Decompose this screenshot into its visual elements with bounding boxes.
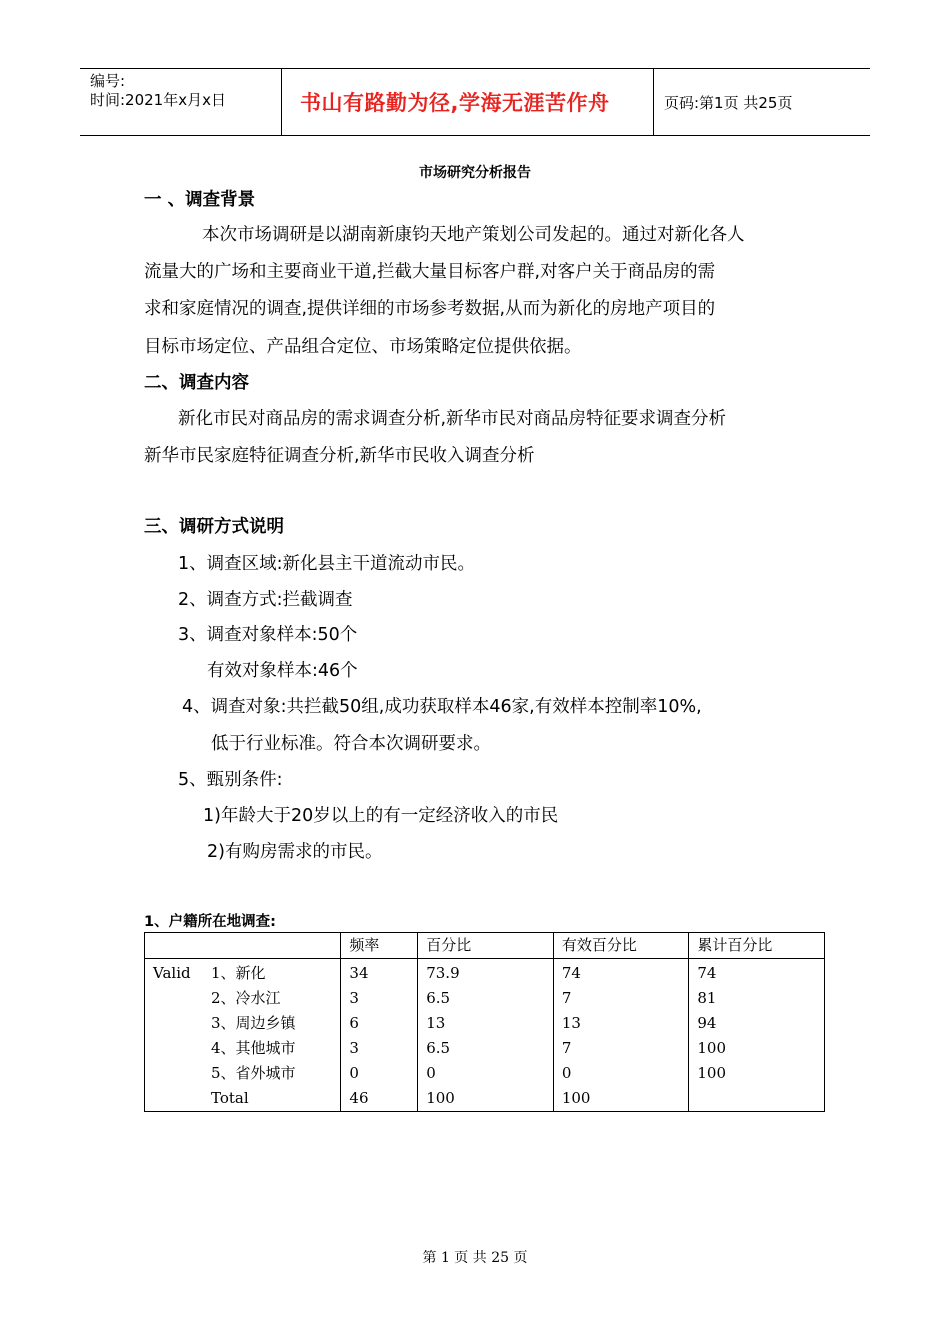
list-item: 2)有购房需求的市民。 — [207, 842, 383, 862]
table-cell: 46 — [341, 1086, 418, 1112]
document-title: 市场研究分析报告 — [419, 165, 531, 181]
paragraph-line: 求和家庭情况的调查,提供详细的市场参考数据,从而为新化的房地产项目的 — [144, 299, 716, 319]
table-cell: 6.5 — [418, 986, 554, 1011]
category-label: 2、冷水江 — [211, 989, 281, 1007]
paragraph-line: 新华市民家庭特征调查分析,新华市民收入调查分析 — [144, 446, 535, 466]
page-footer: 第 1 页 共 25 页 — [422, 1250, 528, 1266]
table-cell: 6 — [341, 1011, 418, 1036]
table-title: 1、户籍所在地调查: — [144, 914, 276, 930]
paragraph-line: 本次市场调研是以湖南新康钧天地产策划公司发起的。通过对新化各人 — [202, 225, 745, 245]
table-cell: 81 — [689, 986, 825, 1011]
list-item: 2、调查方式:拦截调查 — [178, 590, 353, 610]
table-cell — [145, 1061, 341, 1086]
table-cell: 94 — [689, 1011, 825, 1036]
residence-frequency-table — [144, 932, 825, 1112]
table-cell: 0 — [341, 1061, 418, 1086]
page-header — [80, 68, 870, 136]
list-item: 1、调查区域:新化县主干道流动市民。 — [178, 554, 476, 574]
table-cell: 73.9 — [418, 959, 554, 987]
table-header-cell: 累计百分比 — [689, 933, 825, 959]
table-header-cell: 百分比 — [418, 933, 554, 959]
document-date: 时间:2021年x月x日 — [90, 91, 226, 109]
paragraph-line: 目标市场定位、产品组合定位、市场策略定位提供依据。 — [144, 337, 582, 357]
table-header-row — [145, 933, 825, 959]
table-cell: 0 — [553, 1061, 689, 1086]
table-cell: 100 — [689, 1061, 825, 1086]
table-cell: 34 — [341, 959, 418, 987]
table-cell — [145, 986, 341, 1011]
section-heading-background: 一 、调查背景 — [144, 190, 256, 210]
list-item: 1)年龄大于20岁以上的有一定经济收入的市民 — [203, 806, 559, 826]
category-label: 1、新化 — [211, 964, 266, 982]
table-cell: 100 — [553, 1086, 689, 1112]
table-cell: 0 — [418, 1061, 554, 1086]
table-cell: 100 — [689, 1036, 825, 1061]
table-row — [145, 959, 825, 987]
header-left-cell — [80, 69, 282, 135]
table-cell: 7 — [553, 986, 689, 1011]
list-item: 4、调查对象:共拦截50组,成功获取样本46家,有效样本控制率10%, — [182, 697, 702, 717]
table-cell: 100 — [418, 1086, 554, 1112]
table-cell — [145, 959, 341, 987]
category-label: 4、其他城市 — [211, 1039, 296, 1057]
table-cell: 7 — [553, 1036, 689, 1061]
table-cell: 13 — [418, 1011, 554, 1036]
table-row-total — [145, 1086, 825, 1112]
table-cell: 6.5 — [418, 1036, 554, 1061]
section-heading-content: 二、调查内容 — [144, 373, 249, 393]
table-row — [145, 986, 825, 1011]
header-motto: 书山有路勤为径,学海无涯苦作舟 — [282, 69, 654, 135]
category-label: 5、省外城市 — [211, 1064, 296, 1082]
table-header-cell: 频率 — [341, 933, 418, 959]
list-item: 有效对象样本:46个 — [207, 661, 358, 681]
table-header-cell: 有效百分比 — [553, 933, 689, 959]
category-label: 3、周边乡镇 — [211, 1014, 296, 1032]
valid-label: Valid — [153, 964, 191, 982]
table-cell: 3 — [341, 1036, 418, 1061]
section-heading-method: 三、调研方式说明 — [144, 517, 284, 537]
table-row — [145, 1061, 825, 1086]
table-cell — [689, 1086, 825, 1112]
table-cell: 74 — [553, 959, 689, 987]
header-page-info: 页码:第1页 共25页 — [664, 93, 793, 112]
table-cell — [145, 1086, 341, 1112]
table-cell — [145, 1036, 341, 1061]
table-cell: 13 — [553, 1011, 689, 1036]
list-item: 3、调查对象样本:50个 — [178, 625, 358, 645]
list-item: 低于行业标准。符合本次调研要求。 — [211, 734, 491, 754]
table-row — [145, 1036, 825, 1061]
paragraph-line: 流量大的广场和主要商业干道,拦截大量目标客户群,对客户关于商品房的需 — [144, 262, 716, 282]
table-header-cell — [145, 933, 341, 959]
paragraph-line: 新化市民对商品房的需求调查分析,新华市民对商品房特征要求调查分析 — [178, 409, 727, 429]
total-label: Total — [211, 1089, 249, 1107]
table-cell: 74 — [689, 959, 825, 987]
document-number-label: 编号: — [90, 72, 126, 90]
list-item: 5、甄别条件: — [178, 770, 283, 790]
table-row — [145, 1011, 825, 1036]
table-cell — [145, 1011, 341, 1036]
table-cell: 3 — [341, 986, 418, 1011]
